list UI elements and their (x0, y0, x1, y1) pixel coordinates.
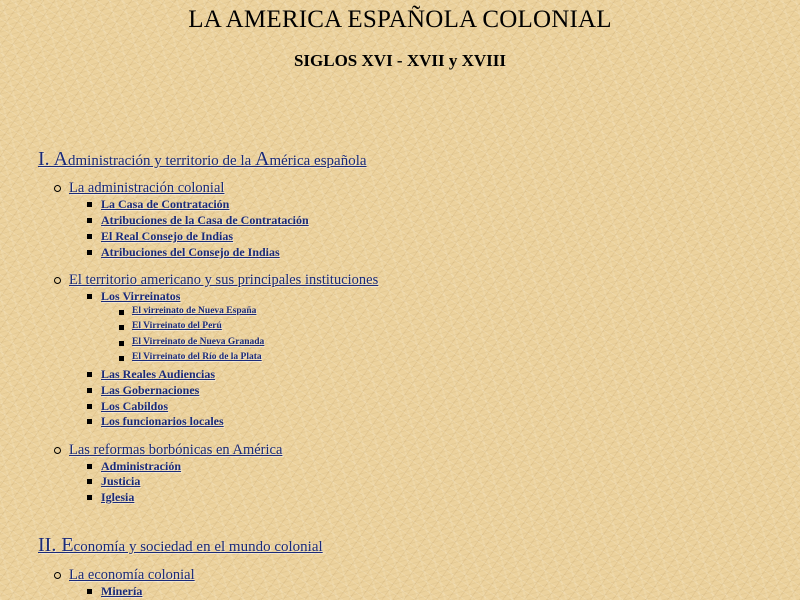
link-gobernaciones[interactable]: Las Gobernaciones (101, 383, 200, 397)
square-bullet (87, 250, 92, 255)
link-nueva-espana[interactable]: El virreinato de Nueva España (132, 306, 257, 316)
square-bullet (119, 341, 124, 346)
list-item (69, 272, 378, 289)
list-item (132, 352, 262, 362)
square-bullet (87, 419, 92, 424)
list-item (132, 321, 222, 331)
list-item (69, 567, 195, 584)
square-bullet (87, 218, 92, 223)
circle-bullet (54, 447, 61, 454)
link-rio-plata[interactable]: El Virreinato del Río de la Plata (132, 352, 262, 362)
section-2-heading (38, 534, 323, 557)
square-bullet (87, 388, 92, 393)
link-administracion-colonial[interactable]: La administración colonial (69, 180, 225, 196)
square-bullet (87, 372, 92, 377)
list-item (101, 367, 215, 382)
link-mineria[interactable]: Minería (101, 584, 143, 598)
square-bullet (119, 356, 124, 361)
page-subtitle: SIGLOS XVI - XVII y XVIII (293, 51, 507, 70)
list-item (101, 490, 134, 505)
square-bullet (87, 464, 92, 469)
list-item (101, 383, 199, 398)
circle-bullet (54, 277, 61, 284)
list-item (101, 245, 280, 260)
link-nueva-granada[interactable]: El Virreinato de Nueva Granada (132, 337, 265, 347)
list-item (101, 213, 309, 228)
circle-bullet (54, 185, 61, 192)
link-real-consejo[interactable]: El Real Consejo de Indias (101, 229, 234, 243)
link-peru[interactable]: El Virreinato del Perú (132, 321, 222, 331)
list-item (69, 180, 224, 197)
page-title: LA AMERICA ESPAÑOLA COLONIAL (188, 6, 612, 33)
link-justicia[interactable]: Justicia (101, 474, 141, 488)
link-economia-colonial[interactable]: La economía colonial (69, 567, 195, 583)
list-item (132, 306, 256, 316)
link-virreinatos[interactable]: Los Virreinatos (101, 289, 181, 303)
list-item (101, 459, 181, 474)
list-item (101, 399, 168, 414)
square-bullet (87, 495, 92, 500)
list-item (101, 229, 233, 244)
square-bullet (87, 479, 92, 484)
square-bullet (87, 589, 92, 594)
square-bullet (119, 310, 124, 315)
square-bullet (87, 202, 92, 207)
link-iglesia[interactable]: Iglesia (101, 490, 135, 504)
link-territorio-americano[interactable]: El territorio americano y sus principales instituciones (69, 272, 379, 288)
link-reales-audiencias[interactable]: Las Reales Audiencias (101, 367, 216, 381)
circle-bullet (54, 572, 61, 579)
list-item (69, 442, 282, 459)
section-2-link[interactable]: II. Economía y sociedad en el mundo colonial (38, 534, 323, 556)
link-administracion[interactable]: Administración (101, 459, 182, 473)
section-1-link[interactable]: I. Administración y territorio de la América española (38, 148, 367, 170)
section-1-heading (38, 148, 367, 171)
list-item (101, 584, 142, 599)
square-bullet (87, 404, 92, 409)
link-atribuciones-consejo[interactable]: Atribuciones del Consejo de Indias (101, 245, 280, 259)
list-item (101, 414, 224, 429)
square-bullet (87, 294, 92, 299)
link-atribuciones-casa[interactable]: Atribuciones de la Casa de Contratación (101, 213, 309, 227)
link-funcionarios-locales[interactable]: Los funcionarios locales (101, 414, 224, 428)
list-item (101, 289, 180, 304)
list-item (101, 197, 229, 212)
link-reformas-borbonicas[interactable]: Las reformas borbónicas en América (69, 442, 283, 458)
list-item (101, 474, 140, 489)
list-item (132, 337, 264, 347)
link-casa-contratacion[interactable]: La Casa de Contratación (101, 197, 230, 211)
square-bullet (119, 325, 124, 330)
square-bullet (87, 234, 92, 239)
link-cabildos[interactable]: Los Cabildos (101, 399, 169, 413)
